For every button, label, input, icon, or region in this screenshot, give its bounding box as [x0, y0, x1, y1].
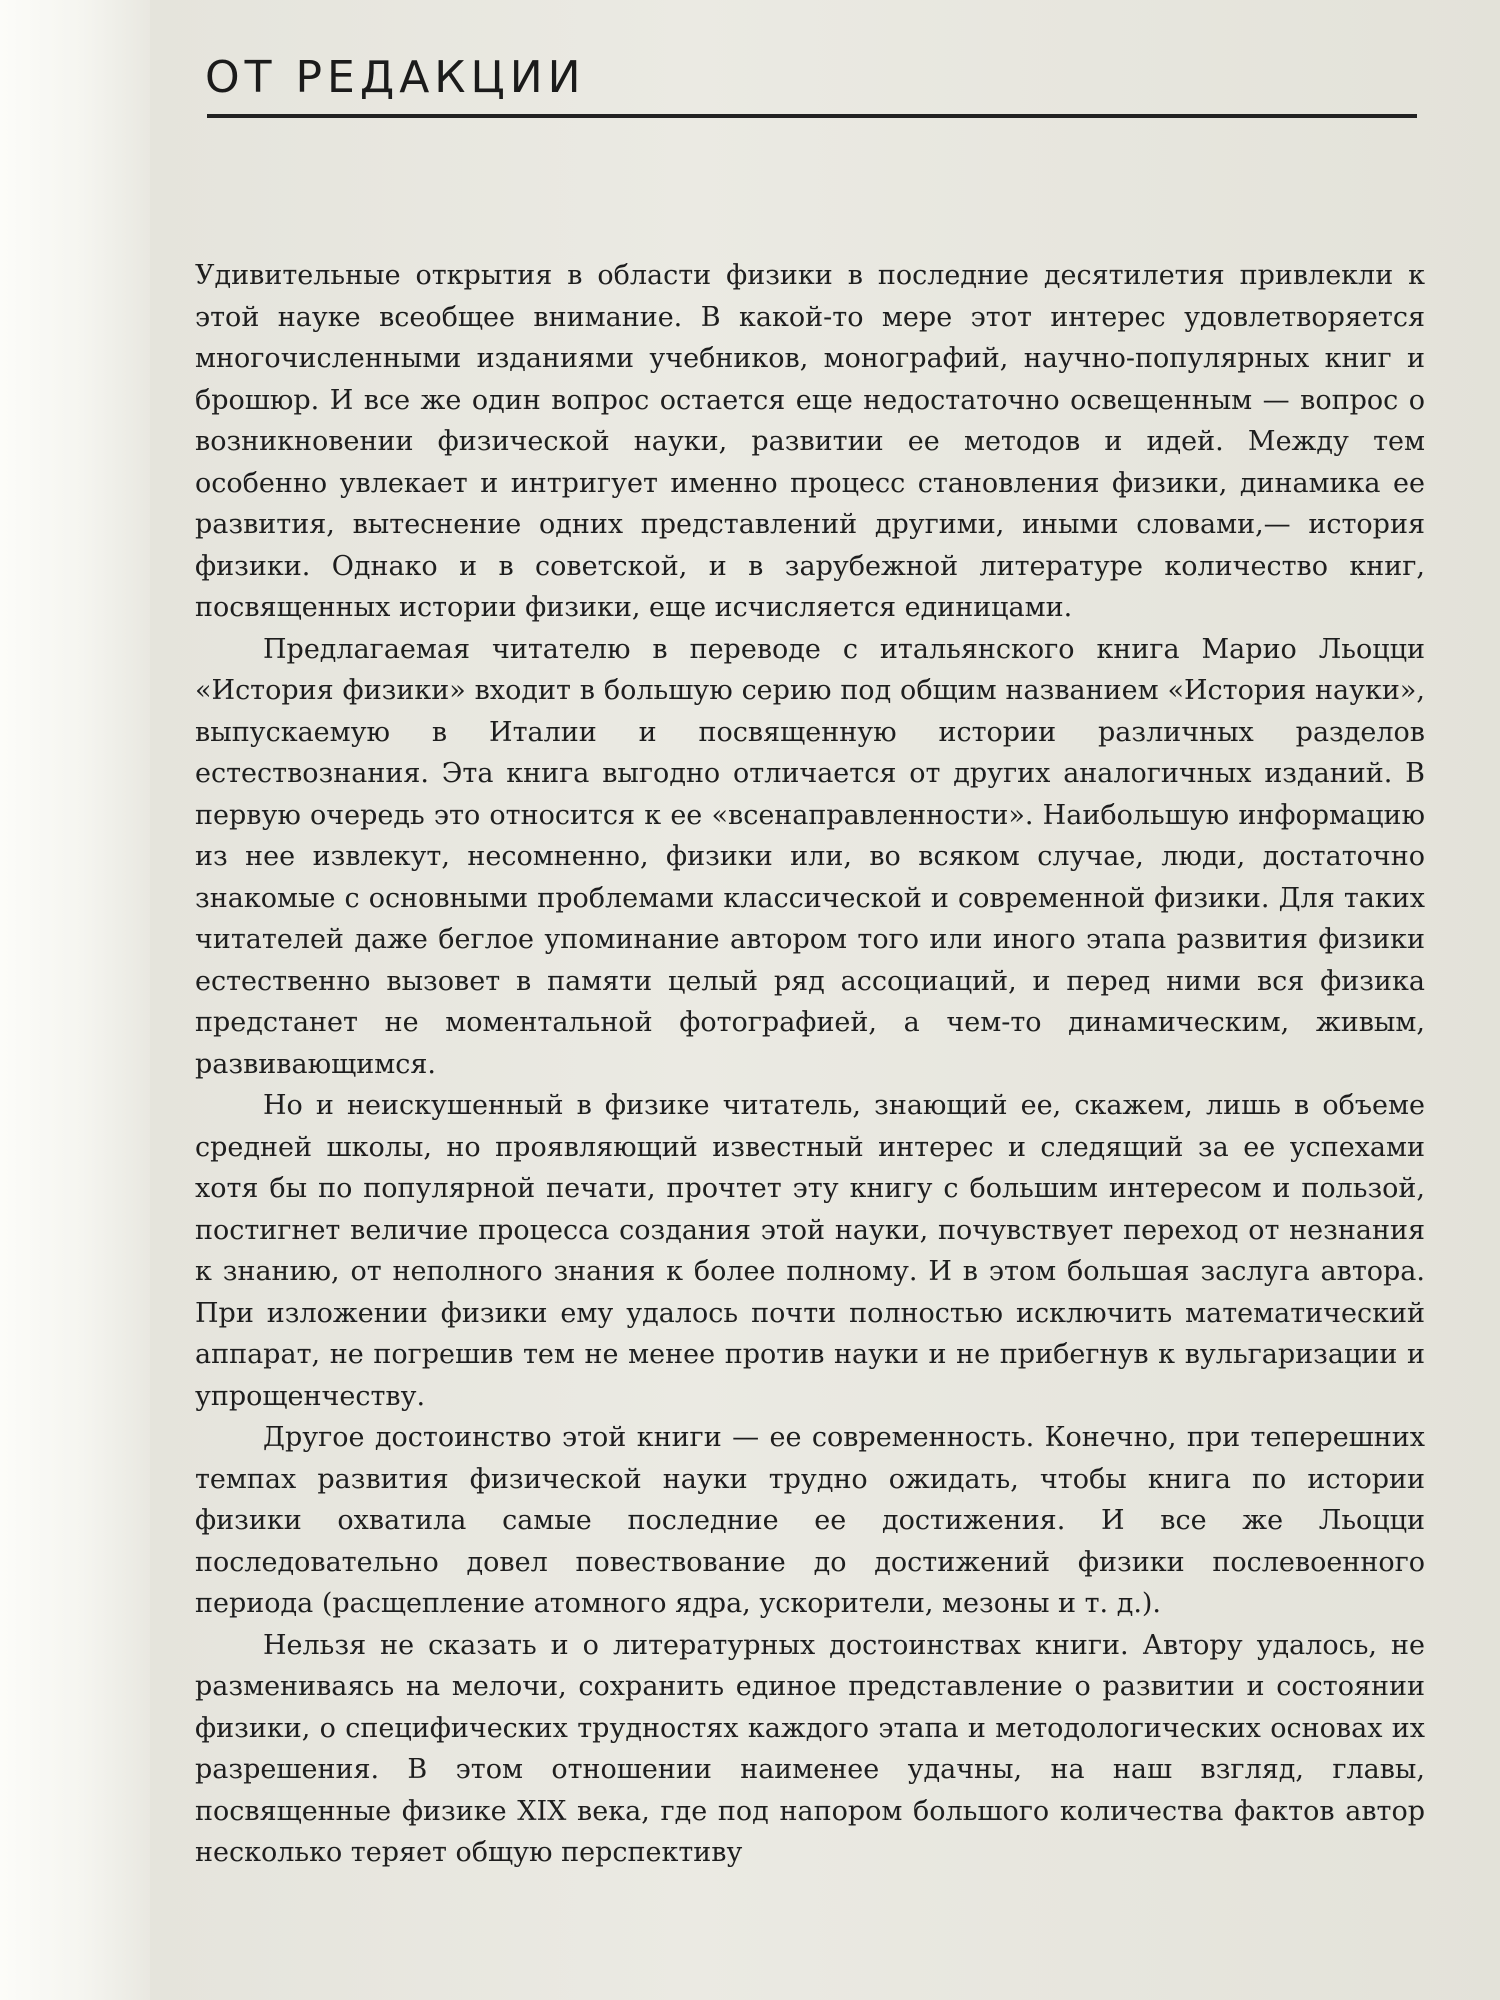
paragraph-5: Нельзя не сказать и о литературных достоинствах книги. Автору удалось, не размениваясь на мелочи, сохранить единое представление о развитии и состоянии физики, о специфических трудностях каждого этапа и методологических основах их разрешения. В этом отношении наименее удачны, на наш взгляд, главы, посвященные физике XIX века, где под напором большого количества фактов автор несколько теряет общую перспективу — [195, 1629, 1425, 1868]
paragraph-1: Удивительные открытия в области физики в последние десятилетия привлекли к этой науке всеобщее внимание. В какой-то мере этот интерес удовлетворяется многочисленными изданиями учебников, монографий, научно-популярных книг и брошюр. И все же один вопрос остается еще недостаточно освещенным — вопрос о возникновении физической науки, развитии ее методов и идей. Между тем особенно увлекает и интригует именно процесс становления физики, динамика ее развития, вытеснение одних представлений другими, иными словами,— история физики. Однако и в советской, и в зарубежной литературе количество книг, посвященных истории физики, еще исчисляется единицами. — [195, 260, 1425, 623]
page-body — [195, 255, 1425, 1874]
paragraph-2: Предлагаемая читателю в переводе с итальянского книга Марио Льоцци «История физики» входит в большую серию под общим названием «История науки», выпускаемую в Италии и посвященную истории различных разделов естествознания. Эта книга выгодно отличается от других аналогичных изданий. В первую очередь это относится к ее «всенаправленности». Наибольшую информацию из нее извлекут, несомненно, физики или, во всяком случае, люди, достаточно знакомые с основными проблемами классической и современной физики. Для таких читателей даже беглое упоминание автором того или иного этапа развития физики естественно вызовет в памяти целый ряд ассоциаций, и перед ними вся физика предстанет не моментальной фотографией, а чем-то динамическим, живым, развивающимся. — [195, 633, 1425, 1080]
page-title: ОТ РЕДАКЦИИ — [205, 52, 586, 103]
paragraph-3: Но и неискушенный в физике читатель, знающий ее, скажем, лишь в объеме средней школы, но проявляющий известный интерес и следящий за ее успехами хотя бы по популярной печати, прочтет эту книгу с большим интересом и пользой, постигнет величие процесса создания этой науки, почувствует переход от незнания к знанию, от неполного знания к более полному. И в этом большая заслуга автора. При изложении физики ему удалось почти полностью исключить математический аппарат, не погрешив тем не менее против науки и не прибегнув к вульгаризации и упрощенчеству. — [195, 1090, 1425, 1412]
book-binding-margin — [0, 0, 150, 2000]
paragraph-4: Другое достоинство этой книги — ее современность. Конечно, при теперешних темпах развития физической науки трудно ожидать, чтобы книга по истории физики охватила самые последние ее достижения. И все же Льоцци последовательно довел повествование до достижений физики послевоенного периода (расщепление атомного ядра, ускорители, мезоны и т. д.). — [195, 1422, 1425, 1619]
title-underline — [207, 114, 1417, 118]
